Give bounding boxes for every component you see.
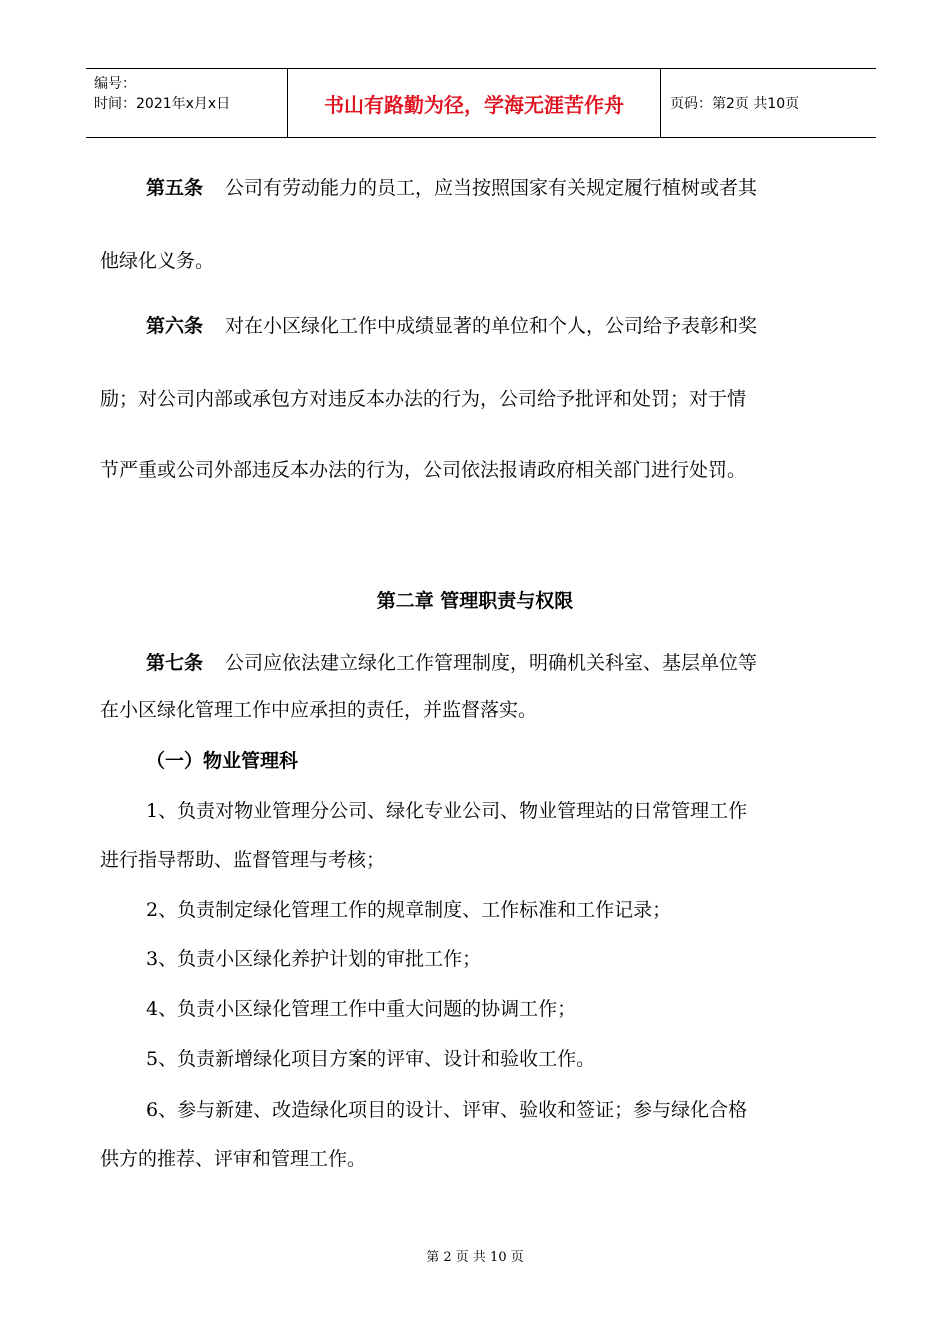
doc-time-label: 时间：2021年x月x日 <box>94 96 231 112</box>
article-6-text-1: 对在小区绿化工作中成绩显著的单位和个人，公司给予表彰和奖 <box>225 315 758 337</box>
article-7-text-1: 公司应依法建立绿化工作管理制度，明确机关科室、基层单位等 <box>225 652 758 674</box>
article-6-line-2: 励；对公司内部或承包方对违反本办法的行为，公司给予批评和处罚；对于情 <box>100 388 747 410</box>
item-5: 5、负责新增绿化项目方案的评审、设计和验收工作。 <box>146 1048 596 1070</box>
article-6-title: 第六条 <box>146 315 204 337</box>
article-6-line-3: 节严重或公司外部违反本办法的行为，公司依法报请政府相关部门进行处罚。 <box>100 459 747 481</box>
page-footer: 第 2 页 共 10 页 <box>426 1250 524 1265</box>
article-7-line-1 <box>146 648 757 675</box>
article-5-text-1: 公司有劳动能力的员工，应当按照国家有关规定履行植树或者其 <box>225 177 758 199</box>
article-6-line-1 <box>146 311 757 338</box>
item-1-line-2: 进行指导帮助、监督管理与考核； <box>100 849 386 871</box>
header-page-cell <box>661 69 876 137</box>
doc-number-label: 编号： <box>94 76 136 92</box>
header-slogan-cell <box>288 69 661 137</box>
item-3: 3、负责小区绿化养护计划的审批工作； <box>146 948 482 970</box>
header-meta-cell <box>86 69 288 137</box>
article-5-line-1 <box>146 173 757 200</box>
header-table <box>86 68 876 138</box>
article-7-line-2: 在小区绿化管理工作中应承担的责任，并监督落实。 <box>100 699 538 721</box>
header-page-label: 页码：第2页 共10页 <box>670 96 800 112</box>
section-1-heading: （一）物业管理科 <box>146 750 299 772</box>
item-1-line-1: 1、负责对物业管理分公司、绿化专业公司、物业管理站的日常管理工作 <box>146 800 748 822</box>
header-slogan: 书山有路勤为径，学海无涯苦作舟 <box>324 92 624 117</box>
article-7-title: 第七条 <box>146 652 204 674</box>
item-4: 4、负责小区绿化管理工作中重大问题的协调工作； <box>146 998 577 1020</box>
item-2: 2、负责制定绿化管理工作的规章制度、工作标准和工作记录； <box>146 899 672 921</box>
item-6-line-1: 6、参与新建、改造绿化项目的设计、评审、验收和签证；参与绿化合格 <box>146 1099 748 1121</box>
chapter-2-heading: 第二章 管理职责与权限 <box>376 590 574 612</box>
article-5-title: 第五条 <box>146 177 204 199</box>
article-5-line-2: 他绿化义务。 <box>100 250 215 272</box>
item-6-line-2: 供方的推荐、评审和管理工作。 <box>100 1148 367 1170</box>
